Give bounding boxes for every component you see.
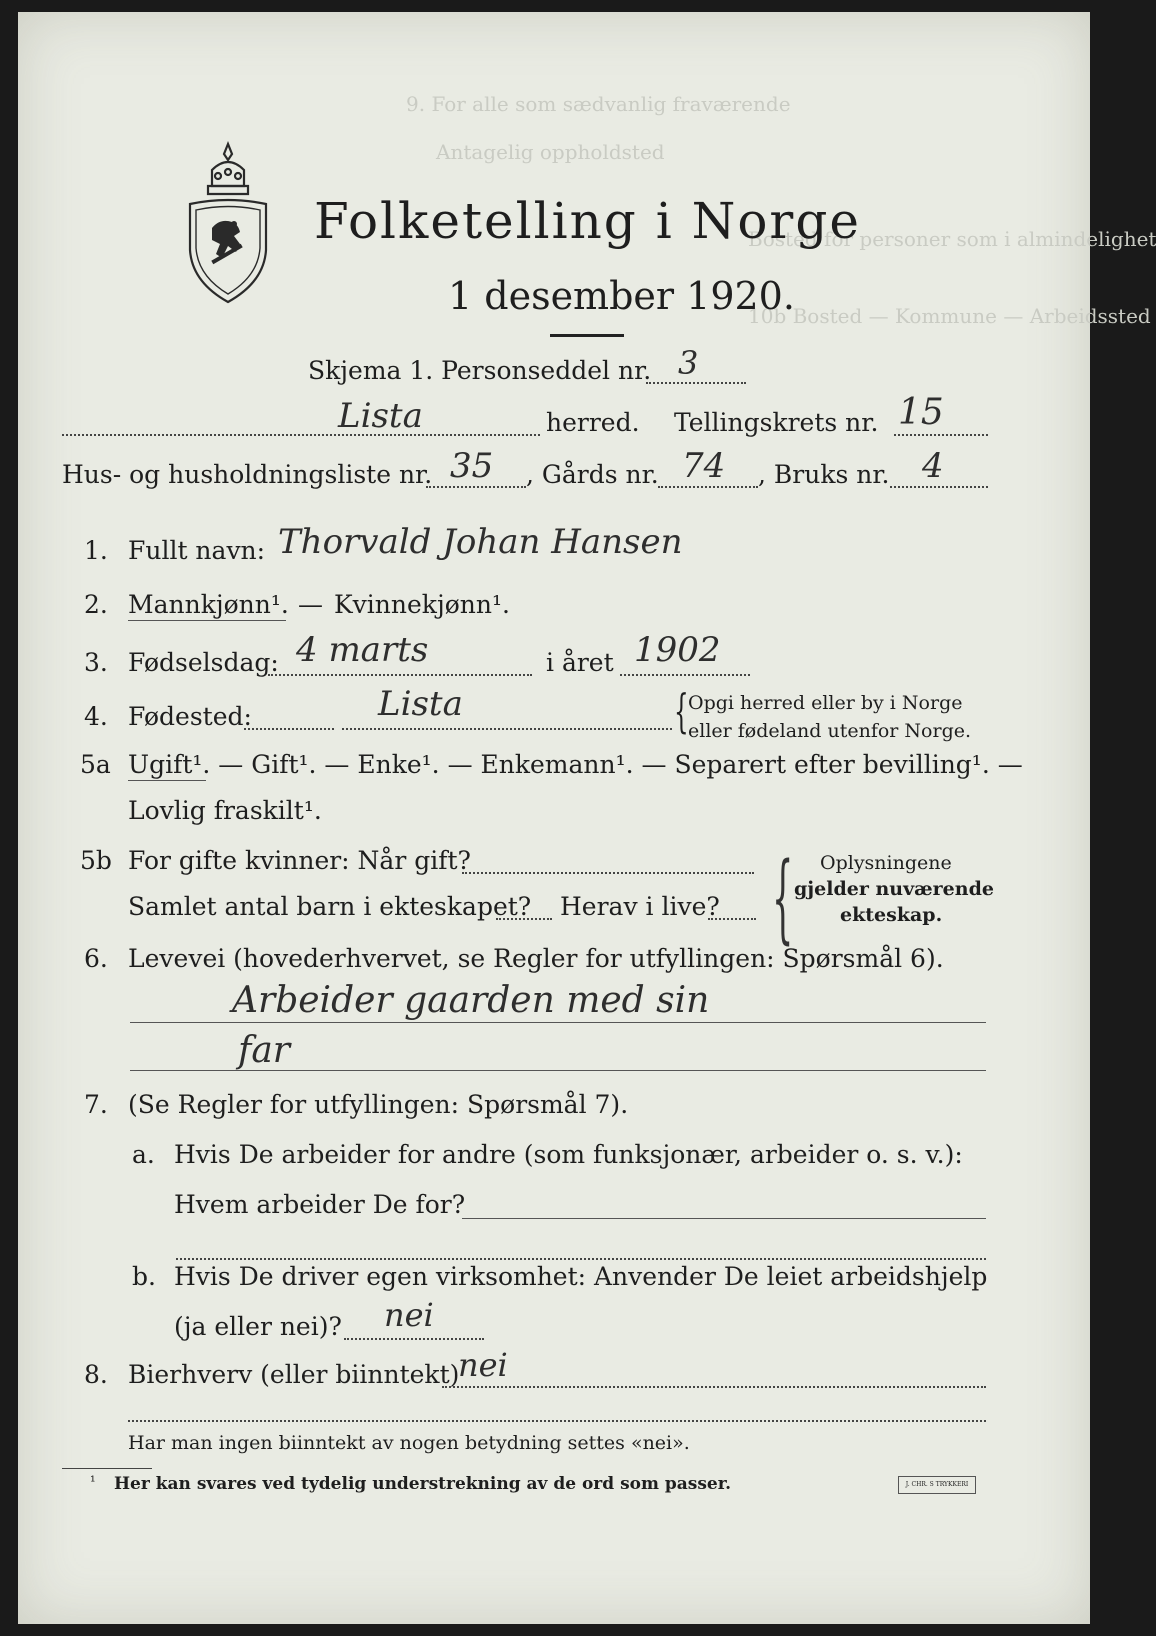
coat-of-arms-icon xyxy=(182,140,274,306)
tellingskrets-field-line xyxy=(894,434,988,436)
title-divider xyxy=(550,334,624,337)
regler-label: (Se Regler for utfyllingen: Spørsmål 7). xyxy=(128,1090,629,1119)
herred-value: Lista xyxy=(338,396,423,436)
footnote-text: Her kan svares ved tydelig understrekning av de ord som passer. xyxy=(114,1474,732,1494)
hvem-arbeider-field-line xyxy=(176,1258,986,1260)
antal-barn-field-line xyxy=(496,918,552,920)
bierhverv-value: nei xyxy=(458,1346,508,1384)
sivilstand-options-cont: Lovlig fraskilt¹. xyxy=(128,796,322,825)
ugift-underline xyxy=(128,780,206,781)
fodested-field-line xyxy=(244,728,334,730)
footnote-divider xyxy=(62,1468,152,1469)
bruks-label: , Bruks nr. xyxy=(758,460,890,489)
i-live-label: Herav i live? xyxy=(560,892,720,921)
gards-value: 74 xyxy=(682,446,726,486)
levevei-field-line xyxy=(130,1022,986,1023)
gards-label: , Gårds nr. xyxy=(526,460,659,489)
fullt-navn-label: Fullt navn: xyxy=(128,536,266,565)
bleed-through-text: Antagelig oppholdsted xyxy=(436,140,665,164)
question-number: 7. xyxy=(84,1090,108,1119)
gender-separator: — xyxy=(298,590,323,619)
husholdningsliste-label: Hus- og husholdningsliste nr. xyxy=(62,460,433,489)
fodselsdag-label: Fødselsdag: xyxy=(128,648,279,677)
question-number: 4. xyxy=(84,702,108,731)
hvem-arbeider-field-line xyxy=(462,1218,986,1219)
levevei-field-line xyxy=(130,1070,986,1071)
antal-barn-label: Samlet antal barn i ekteskapet? xyxy=(128,892,532,921)
personseddel-field-line xyxy=(646,382,746,384)
fodselsdag-value: 4 marts xyxy=(296,630,429,670)
leiet-arbeidshjelp-value: nei xyxy=(384,1296,434,1334)
tellingskrets-label: Tellingskrets nr. xyxy=(674,408,879,437)
levevei-label: Levevei (hovederhvervet, se Regler for utfyllingen: Spørsmål 6). xyxy=(128,944,944,973)
kvinnekjonn-option: Kvinnekjønn¹. xyxy=(334,590,510,619)
levevei-value: Arbeider gaarden med sin xyxy=(232,980,710,1021)
bleed-through-text: Bosted for personer som i almindelighet xyxy=(748,227,1156,251)
aret-field-line xyxy=(620,674,750,676)
nar-gift-field-line xyxy=(462,872,754,874)
hvem-arbeider-label: Hvem arbeider De for? xyxy=(174,1190,466,1219)
fodested-field-line xyxy=(342,728,672,730)
printer-stamp: J. CHR. S TRYKKERI xyxy=(898,1476,976,1494)
question-number: 3. xyxy=(84,648,108,677)
i-live-field-line xyxy=(708,918,756,920)
herred-label: herred. xyxy=(546,408,640,437)
egen-virksomhet-label: Hvis De driver egen virksomhet: Anvender De leiet arbeidshjelp xyxy=(174,1262,988,1291)
brace-icon: { xyxy=(674,684,689,738)
subquestion-letter: b. xyxy=(132,1262,156,1291)
census-form xyxy=(18,12,1156,1624)
skjema-label: Skjema 1. Personseddel nr. xyxy=(308,356,652,385)
footnote-mark: ¹ xyxy=(90,1474,96,1490)
bruks-field-line xyxy=(890,486,988,488)
arbeider-for-andre-label: Hvis De arbeider for andre (som funksjonær, arbeider o. s. v.): xyxy=(174,1140,963,1169)
page-title: Folketelling i Norge xyxy=(314,192,861,250)
ekteskap-note: Oplysningene xyxy=(820,852,952,874)
ja-nei-label: (ja eller nei)? xyxy=(174,1312,342,1341)
bierhverv-field-line xyxy=(128,1420,986,1422)
fodested-note: eller fødeland utenfor Norge. xyxy=(688,720,972,742)
brace-icon: { xyxy=(772,842,794,954)
gards-field-line xyxy=(658,486,758,488)
ekteskap-note: ekteskap. xyxy=(840,904,943,926)
husholdningsliste-value: 35 xyxy=(450,446,494,486)
census-date: 1 desember 1920. xyxy=(448,274,795,318)
biinntekt-note: Har man ingen biinntekt av nogen betydning settes «nei». xyxy=(128,1432,690,1454)
gifte-kvinner-label: For gifte kvinner: Når gift? xyxy=(128,846,471,875)
personseddel-nr-value: 3 xyxy=(678,344,699,382)
subquestion-letter: a. xyxy=(132,1140,155,1169)
herred-field-line xyxy=(62,434,540,436)
husholdningsliste-field-line xyxy=(426,486,526,488)
bierhverv-label: Bierhverv (eller biinntekt) xyxy=(128,1360,460,1389)
tellingskrets-value: 15 xyxy=(898,392,944,433)
bleed-through-text: 9. For alle som sædvanlig fraværende xyxy=(406,92,791,116)
aret-label: i året xyxy=(546,648,614,677)
mannkjonn-underline xyxy=(128,620,286,621)
mannkjonn-option: Mannkjønn¹. xyxy=(128,590,289,619)
question-number: 2. xyxy=(84,590,108,619)
levevei-value-cont: far xyxy=(238,1030,290,1071)
sivilstand-options: Ugift¹. — Gift¹. — Enke¹. — Enkemann¹. — Separert efter bevilling¹. — xyxy=(128,750,1023,779)
question-number: 5a xyxy=(80,750,111,779)
leiet-arbeidshjelp-field-line xyxy=(344,1338,484,1340)
fodested-note: Opgi herred eller by i Norge xyxy=(688,692,963,714)
fodselsdag-field-line xyxy=(268,674,532,676)
bierhverv-field-line xyxy=(442,1386,986,1388)
bleed-through-text: 10b Bosted — Kommune — Arbeidssted xyxy=(748,304,1151,328)
bruks-value: 4 xyxy=(922,446,944,486)
fodested-label: Fødested: xyxy=(128,702,252,731)
fullt-navn-value: Thorvald Johan Hansen xyxy=(278,522,683,562)
question-number: 8. xyxy=(84,1360,108,1389)
ekteskap-note: gjelder nuværende xyxy=(794,878,994,900)
aret-value: 1902 xyxy=(634,630,721,670)
fodested-value: Lista xyxy=(378,684,463,724)
question-number: 5b xyxy=(80,846,112,875)
question-number: 1. xyxy=(84,536,108,565)
question-number: 6. xyxy=(84,944,108,973)
